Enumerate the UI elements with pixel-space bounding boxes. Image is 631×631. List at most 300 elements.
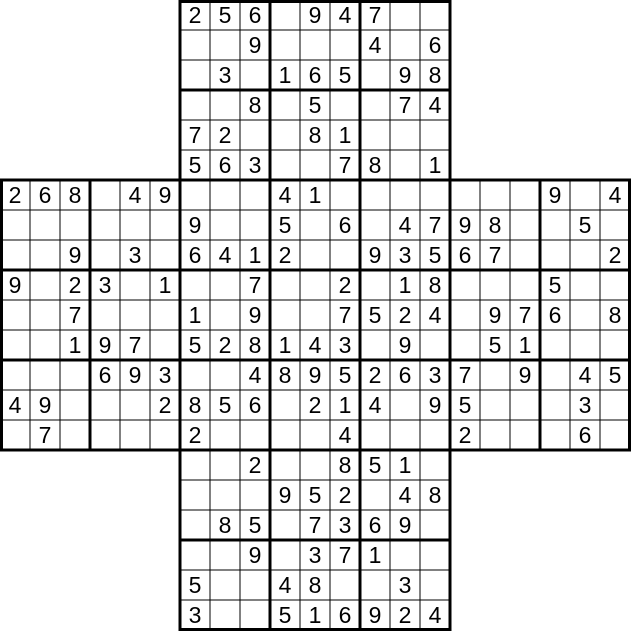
grid-line-vertical xyxy=(600,179,601,452)
sudoku-cell-r19c8[interactable] xyxy=(240,570,270,600)
sudoku-cell-r9c7[interactable] xyxy=(210,270,240,300)
sudoku-cell-r8c18[interactable] xyxy=(540,240,570,270)
given-digit-r6c0: 2 xyxy=(8,182,22,209)
grid-line-horizontal xyxy=(179,120,452,121)
sudoku-cell-r10c9[interactable] xyxy=(270,300,300,330)
sudoku-cell-r16c6[interactable] xyxy=(180,480,210,510)
sudoku-cell-r1c11[interactable] xyxy=(330,30,360,60)
grid-line-horizontal xyxy=(179,30,452,31)
sudoku-cell-r14c10[interactable] xyxy=(300,420,330,450)
given-digit-r10c12: 5 xyxy=(368,302,382,329)
sudoku-cell-r6c3[interactable] xyxy=(90,180,120,210)
given-digit-r0c7: 5 xyxy=(218,2,232,29)
sudoku-cell-r14c5[interactable] xyxy=(150,420,180,450)
grid-line-vertical xyxy=(120,179,121,452)
grid-line-horizontal xyxy=(179,510,452,511)
given-digit-r8c7: 4 xyxy=(218,242,232,269)
grid-line-vertical xyxy=(300,0,301,631)
given-digit-r3c8: 8 xyxy=(248,92,262,119)
given-digit-r7c9: 5 xyxy=(278,212,292,239)
given-digit-r15c12: 5 xyxy=(368,452,382,479)
given-digit-r9c18: 5 xyxy=(548,272,562,299)
sudoku-cell-r4c8[interactable] xyxy=(240,120,270,150)
given-digit-r10c6: 1 xyxy=(188,302,202,329)
sudoku-cell-r10c15[interactable] xyxy=(450,300,480,330)
given-digit-r12c15: 7 xyxy=(458,362,472,389)
grid-line-vertical xyxy=(539,179,542,452)
sudoku-cell-r7c12[interactable] xyxy=(360,210,390,240)
given-digit-r6c1: 6 xyxy=(38,182,52,209)
sudoku-cell-r12c2[interactable] xyxy=(60,360,90,390)
sudoku-cell-r13c18[interactable] xyxy=(540,390,570,420)
given-digit-r8c12: 9 xyxy=(368,242,382,269)
sudoku-cell-r3c6[interactable] xyxy=(180,90,210,120)
sudoku-cell-r11c18[interactable] xyxy=(540,330,570,360)
sudoku-cell-r9c17[interactable] xyxy=(510,270,540,300)
sudoku-cell-r11c19[interactable] xyxy=(570,330,600,360)
sudoku-cell-r6c12[interactable] xyxy=(360,180,390,210)
given-digit-r7c6: 9 xyxy=(188,212,202,239)
sudoku-cell-r7c17[interactable] xyxy=(510,210,540,240)
sudoku-cell-r14c12[interactable] xyxy=(360,420,390,450)
given-digit-r10c13: 2 xyxy=(398,302,412,329)
given-digit-r5c14: 1 xyxy=(428,152,442,179)
given-digit-r1c12: 4 xyxy=(368,32,382,59)
given-digit-r9c2: 2 xyxy=(68,272,82,299)
given-digit-r10c8: 9 xyxy=(248,302,262,329)
sudoku-cell-r10c5[interactable] xyxy=(150,300,180,330)
sudoku-cell-r7c0[interactable] xyxy=(0,210,30,240)
sudoku-cell-r8c10[interactable] xyxy=(300,240,330,270)
given-digit-r12c17: 9 xyxy=(518,362,532,389)
grid-line-horizontal xyxy=(179,150,452,151)
given-digit-r6c10: 1 xyxy=(308,182,322,209)
sudoku-cell-r7c10[interactable] xyxy=(300,210,330,240)
sudoku-cell-r6c7[interactable] xyxy=(210,180,240,210)
sudoku-cell-r14c3[interactable] xyxy=(90,420,120,450)
sudoku-cell-r14c8[interactable] xyxy=(240,420,270,450)
given-digit-r9c8: 7 xyxy=(248,272,262,299)
given-digit-r11c8: 8 xyxy=(248,332,262,359)
given-digit-r13c14: 9 xyxy=(428,392,442,419)
given-digit-r0c11: 4 xyxy=(338,2,352,29)
sudoku-cell-r7c2[interactable] xyxy=(60,210,90,240)
grid-line-horizontal xyxy=(0,300,631,301)
sudoku-cell-r4c12[interactable] xyxy=(360,120,390,150)
sudoku-cell-r2c12[interactable] xyxy=(360,60,390,90)
given-digit-r18c8: 9 xyxy=(248,542,262,569)
given-digit-r14c15: 2 xyxy=(458,422,472,449)
sudoku-cell-r9c10[interactable] xyxy=(300,270,330,300)
given-digit-r13c5: 2 xyxy=(158,392,172,419)
sudoku-cell-r0c14[interactable] xyxy=(420,0,450,30)
sudoku-cell-r4c14[interactable] xyxy=(420,120,450,150)
given-digit-r3c13: 7 xyxy=(398,92,412,119)
given-digit-r12c9: 8 xyxy=(278,362,292,389)
grid-line-horizontal xyxy=(0,359,631,362)
sudoku-cell-r14c16[interactable] xyxy=(480,420,510,450)
grid-line-horizontal xyxy=(0,390,631,391)
given-digit-r12c5: 3 xyxy=(158,362,172,389)
sudoku-cell-r15c7[interactable] xyxy=(210,450,240,480)
given-digit-r8c8: 1 xyxy=(248,242,262,269)
sudoku-cell-r0c9[interactable] xyxy=(270,0,300,30)
given-digit-r11c2: 1 xyxy=(68,332,82,359)
given-digit-r7c14: 7 xyxy=(428,212,442,239)
sudoku-cell-r2c6[interactable] xyxy=(180,60,210,90)
sudoku-cell-r5c9[interactable] xyxy=(270,150,300,180)
given-digit-r2c10: 6 xyxy=(308,62,322,89)
given-digit-r10c14: 4 xyxy=(428,302,442,329)
grid-line-vertical xyxy=(420,0,421,631)
sudoku-cell-r8c5[interactable] xyxy=(150,240,180,270)
sudoku-cell-r2c8[interactable] xyxy=(240,60,270,90)
given-digit-r6c20: 4 xyxy=(608,182,622,209)
given-digit-r16c14: 8 xyxy=(428,482,442,509)
sudoku-cell-r6c6[interactable] xyxy=(180,180,210,210)
sudoku-cell-r9c12[interactable] xyxy=(360,270,390,300)
given-digit-r8c20: 2 xyxy=(608,242,622,269)
given-digit-r13c0: 4 xyxy=(8,392,22,419)
given-digit-r14c19: 6 xyxy=(578,422,592,449)
sudoku-cell-r8c17[interactable] xyxy=(510,240,540,270)
sudoku-cell-r10c7[interactable] xyxy=(210,300,240,330)
given-digit-r5c8: 3 xyxy=(248,152,262,179)
sudoku-cell-r18c9[interactable] xyxy=(270,540,300,570)
given-digit-r17c11: 3 xyxy=(338,512,352,539)
sudoku-cell-r19c11[interactable] xyxy=(330,570,360,600)
sudoku-cell-r6c11[interactable] xyxy=(330,180,360,210)
given-digit-r11c7: 2 xyxy=(218,332,232,359)
given-digit-r12c10: 9 xyxy=(308,362,322,389)
given-digit-r13c11: 1 xyxy=(338,392,352,419)
sudoku-cell-r1c7[interactable] xyxy=(210,30,240,60)
sudoku-cell-r14c7[interactable] xyxy=(210,420,240,450)
given-digit-r7c15: 9 xyxy=(458,212,472,239)
sudoku-cell-r13c2[interactable] xyxy=(60,390,90,420)
sudoku-cell-r8c1[interactable] xyxy=(30,240,60,270)
sudoku-cell-r11c0[interactable] xyxy=(0,330,30,360)
grid-line-horizontal xyxy=(179,480,452,481)
given-digit-r17c12: 6 xyxy=(368,512,382,539)
sudoku-cell-r14c13[interactable] xyxy=(390,420,420,450)
sudoku-cell-r6c16[interactable] xyxy=(480,180,510,210)
sudoku-cell-r3c11[interactable] xyxy=(330,90,360,120)
sudoku-cell-r9c20[interactable] xyxy=(600,270,630,300)
sudoku-cell-r11c12[interactable] xyxy=(360,330,390,360)
given-digit-r14c6: 2 xyxy=(188,422,202,449)
grid-line-vertical xyxy=(150,179,151,452)
given-digit-r7c13: 4 xyxy=(398,212,412,239)
given-digit-r1c8: 9 xyxy=(248,32,262,59)
sudoku-cell-r11c5[interactable] xyxy=(150,330,180,360)
given-digit-r19c13: 3 xyxy=(398,572,412,599)
given-digit-r13c12: 4 xyxy=(368,392,382,419)
sudoku-cell-r13c3[interactable] xyxy=(90,390,120,420)
given-digit-r10c17: 7 xyxy=(518,302,532,329)
given-digit-r10c2: 7 xyxy=(68,302,82,329)
sudoku-cell-r15c14[interactable] xyxy=(420,450,450,480)
sudoku-cell-r6c19[interactable] xyxy=(570,180,600,210)
grid-line-horizontal xyxy=(179,600,452,601)
given-digit-r20c14: 4 xyxy=(428,602,442,629)
sudoku-cell-r9c19[interactable] xyxy=(570,270,600,300)
given-digit-r16c10: 5 xyxy=(308,482,322,509)
grid-line-vertical xyxy=(330,0,331,631)
sudoku-cell-r7c3[interactable] xyxy=(90,210,120,240)
sudoku-cell-r14c9[interactable] xyxy=(270,420,300,450)
given-digit-r4c7: 2 xyxy=(218,122,232,149)
sudoku-cell-r18c13[interactable] xyxy=(390,540,420,570)
grid-line-vertical xyxy=(390,0,391,631)
sudoku-cell-r13c4[interactable] xyxy=(120,390,150,420)
sudoku-cell-r11c20[interactable] xyxy=(600,330,630,360)
given-digit-r7c19: 5 xyxy=(578,212,592,239)
given-digit-r2c11: 5 xyxy=(338,62,352,89)
sudoku-cell-r14c20[interactable] xyxy=(600,420,630,450)
given-digit-r12c3: 6 xyxy=(98,362,112,389)
given-digit-r11c6: 5 xyxy=(188,332,202,359)
given-digit-r8c13: 3 xyxy=(398,242,412,269)
given-digit-r16c11: 2 xyxy=(338,482,352,509)
sudoku-cell-r18c14[interactable] xyxy=(420,540,450,570)
sudoku-cell-r9c15[interactable] xyxy=(450,270,480,300)
given-digit-r1c14: 6 xyxy=(428,32,442,59)
grid-line-horizontal xyxy=(0,210,631,211)
sudoku-cell-r16c7[interactable] xyxy=(210,480,240,510)
given-digit-r14c1: 7 xyxy=(38,422,52,449)
sudoku-cell-r7c4[interactable] xyxy=(120,210,150,240)
given-digit-r18c10: 3 xyxy=(308,542,322,569)
sudoku-cell-r13c20[interactable] xyxy=(600,390,630,420)
sudoku-cell-r16c12[interactable] xyxy=(360,480,390,510)
sudoku-cell-r13c13[interactable] xyxy=(390,390,420,420)
sudoku-cell-r13c17[interactable] xyxy=(510,390,540,420)
given-digit-r19c6: 5 xyxy=(188,572,202,599)
sudoku-cell-r9c6[interactable] xyxy=(180,270,210,300)
sudoku-cell-r7c7[interactable] xyxy=(210,210,240,240)
given-digit-r11c17: 1 xyxy=(518,332,532,359)
sudoku-cell-r12c7[interactable] xyxy=(210,360,240,390)
given-digit-r10c18: 6 xyxy=(548,302,562,329)
given-digit-r9c14: 8 xyxy=(428,272,442,299)
given-digit-r9c5: 1 xyxy=(158,272,172,299)
sudoku-cell-r8c0[interactable] xyxy=(0,240,30,270)
sudoku-cell-r3c9[interactable] xyxy=(270,90,300,120)
grid-line-vertical xyxy=(89,179,92,452)
given-digit-r6c9: 4 xyxy=(278,182,292,209)
given-digit-r13c7: 5 xyxy=(218,392,232,419)
given-digit-r6c18: 9 xyxy=(548,182,562,209)
grid-line-horizontal xyxy=(0,240,631,241)
sudoku-cell-r14c17[interactable] xyxy=(510,420,540,450)
given-digit-r11c9: 1 xyxy=(278,332,292,359)
given-digit-r17c7: 8 xyxy=(218,512,232,539)
given-digit-r13c19: 3 xyxy=(578,392,592,419)
given-digit-r12c14: 3 xyxy=(428,362,442,389)
given-digit-r9c0: 9 xyxy=(8,272,22,299)
sudoku-cell-r9c1[interactable] xyxy=(30,270,60,300)
given-digit-r11c16: 5 xyxy=(488,332,502,359)
given-digit-r7c16: 8 xyxy=(488,212,502,239)
sudoku-cell-r11c14[interactable] xyxy=(420,330,450,360)
grid-line-vertical xyxy=(0,179,3,452)
given-digit-r10c16: 9 xyxy=(488,302,502,329)
sudoku-cell-r9c16[interactable] xyxy=(480,270,510,300)
given-digit-r19c10: 8 xyxy=(308,572,322,599)
given-digit-r14c11: 4 xyxy=(338,422,352,449)
sudoku-cell-r7c20[interactable] xyxy=(600,210,630,240)
sudoku-cell-r17c6[interactable] xyxy=(180,510,210,540)
given-digit-r6c5: 9 xyxy=(158,182,172,209)
sudoku-cell-r8c11[interactable] xyxy=(330,240,360,270)
sudoku-cell-r3c12[interactable] xyxy=(360,90,390,120)
given-digit-r15c11: 8 xyxy=(338,452,352,479)
grid-line-vertical xyxy=(570,179,571,452)
sudoku-cell-r19c14[interactable] xyxy=(420,570,450,600)
given-digit-r0c10: 9 xyxy=(308,2,322,29)
sudoku-cell-r11c15[interactable] xyxy=(450,330,480,360)
sudoku-cell-r8c19[interactable] xyxy=(570,240,600,270)
given-digit-r12c11: 5 xyxy=(338,362,352,389)
given-digit-r4c6: 7 xyxy=(188,122,202,149)
sudoku-cell-r14c18[interactable] xyxy=(540,420,570,450)
sudoku-cell-r15c6[interactable] xyxy=(180,450,210,480)
given-digit-r3c14: 4 xyxy=(428,92,442,119)
sudoku-cell-r12c6[interactable] xyxy=(180,360,210,390)
sudoku-cell-r12c16[interactable] xyxy=(480,360,510,390)
given-digit-r15c8: 2 xyxy=(248,452,262,479)
given-digit-r2c9: 1 xyxy=(278,62,292,89)
given-digit-r2c14: 8 xyxy=(428,62,442,89)
sudoku-cell-r12c18[interactable] xyxy=(540,360,570,390)
sudoku-cell-r6c17[interactable] xyxy=(510,180,540,210)
sudoku-cell-r7c8[interactable] xyxy=(240,210,270,240)
sudoku-cell-r15c9[interactable] xyxy=(270,450,300,480)
given-digit-r12c20: 5 xyxy=(608,362,622,389)
sudoku-cell-r13c16[interactable] xyxy=(480,390,510,420)
sudoku-cell-r6c8[interactable] xyxy=(240,180,270,210)
sudoku-cell-r1c9[interactable] xyxy=(270,30,300,60)
sudoku-cell-r18c7[interactable] xyxy=(210,540,240,570)
sudoku-cell-r6c14[interactable] xyxy=(420,180,450,210)
grid-line-horizontal xyxy=(179,570,452,571)
sudoku-cell-r10c3[interactable] xyxy=(90,300,120,330)
given-digit-r17c10: 7 xyxy=(308,512,322,539)
sudoku-cell-r16c8[interactable] xyxy=(240,480,270,510)
sudoku-cell-r8c3[interactable] xyxy=(90,240,120,270)
sudoku-cell-r7c5[interactable] xyxy=(150,210,180,240)
given-digit-r20c11: 6 xyxy=(338,602,352,629)
sudoku-cell-r3c7[interactable] xyxy=(210,90,240,120)
sudoku-cell-r20c7[interactable] xyxy=(210,600,240,630)
given-digit-r12c4: 9 xyxy=(128,362,142,389)
given-digit-r2c7: 3 xyxy=(218,62,232,89)
grid-line-vertical xyxy=(60,179,61,452)
sudoku-cell-r14c2[interactable] xyxy=(60,420,90,450)
given-digit-r8c16: 7 xyxy=(488,242,502,269)
grid-line-vertical xyxy=(30,179,31,452)
given-digit-r0c8: 6 xyxy=(248,2,262,29)
sudoku-cell-r9c4[interactable] xyxy=(120,270,150,300)
grid-line-horizontal xyxy=(0,179,631,182)
grid-line-vertical xyxy=(179,0,182,631)
given-digit-r13c10: 2 xyxy=(308,392,322,419)
sudoku-cell-r10c0[interactable] xyxy=(0,300,30,330)
given-digit-r11c10: 4 xyxy=(308,332,322,359)
sudoku-cell-r1c13[interactable] xyxy=(390,30,420,60)
given-digit-r8c2: 9 xyxy=(68,242,82,269)
sudoku-cell-r14c0[interactable] xyxy=(0,420,30,450)
given-digit-r9c13: 1 xyxy=(398,272,412,299)
given-digit-r13c15: 5 xyxy=(458,392,472,419)
sudoku-cell-r10c19[interactable] xyxy=(570,300,600,330)
sudoku-cell-r10c10[interactable] xyxy=(300,300,330,330)
given-digit-r20c9: 5 xyxy=(278,602,292,629)
sudoku-cell-r6c15[interactable] xyxy=(450,180,480,210)
given-digit-r20c13: 2 xyxy=(398,602,412,629)
given-digit-r20c10: 1 xyxy=(308,602,322,629)
sudoku-cell-r12c1[interactable] xyxy=(30,360,60,390)
sudoku-cell-r17c14[interactable] xyxy=(420,510,450,540)
sudoku-cell-r10c4[interactable] xyxy=(120,300,150,330)
given-digit-r11c3: 9 xyxy=(98,332,112,359)
sudoku-cell-r1c6[interactable] xyxy=(180,30,210,60)
sudoku-cell-r5c10[interactable] xyxy=(300,150,330,180)
grid-line-vertical xyxy=(240,0,241,631)
given-digit-r5c11: 7 xyxy=(338,152,352,179)
given-digit-r6c4: 4 xyxy=(128,182,142,209)
sudoku-cell-r15c10[interactable] xyxy=(300,450,330,480)
sudoku-cell-r11c1[interactable] xyxy=(30,330,60,360)
sudoku-cell-r5c13[interactable] xyxy=(390,150,420,180)
sudoku-cell-r12c0[interactable] xyxy=(0,360,30,390)
given-digit-r4c10: 8 xyxy=(308,122,322,149)
given-digit-r20c6: 3 xyxy=(188,602,202,629)
sudoku-cell-r7c1[interactable] xyxy=(30,210,60,240)
given-digit-r18c11: 7 xyxy=(338,542,352,569)
sudoku-cell-r19c12[interactable] xyxy=(360,570,390,600)
given-digit-r17c13: 9 xyxy=(398,512,412,539)
sudoku-cell-r1c10[interactable] xyxy=(300,30,330,60)
sudoku-cell-r9c9[interactable] xyxy=(270,270,300,300)
sudoku-cell-r7c18[interactable] xyxy=(540,210,570,240)
sudoku-cell-r20c8[interactable] xyxy=(240,600,270,630)
sudoku-cell-r0c13[interactable] xyxy=(390,0,420,30)
given-digit-r8c6: 6 xyxy=(188,242,202,269)
sudoku-cell-r10c1[interactable] xyxy=(30,300,60,330)
sudoku-cell-r14c14[interactable] xyxy=(420,420,450,450)
sudoku-cell-r17c9[interactable] xyxy=(270,510,300,540)
sudoku-cell-r6c13[interactable] xyxy=(390,180,420,210)
sudoku-cell-r13c9[interactable] xyxy=(270,390,300,420)
grid-line-horizontal xyxy=(0,269,631,272)
sudoku-cell-r14c4[interactable] xyxy=(120,420,150,450)
given-digit-r10c20: 8 xyxy=(608,302,622,329)
given-digit-r8c15: 6 xyxy=(458,242,472,269)
grid-line-horizontal xyxy=(0,330,631,331)
given-digit-r9c11: 2 xyxy=(338,272,352,299)
given-digit-r0c6: 2 xyxy=(188,2,202,29)
sudoku-cell-r18c6[interactable] xyxy=(180,540,210,570)
sudoku-cell-r4c13[interactable] xyxy=(390,120,420,150)
given-digit-r16c9: 9 xyxy=(278,482,292,509)
given-digit-r12c13: 6 xyxy=(398,362,412,389)
sudoku-cell-r4c9[interactable] xyxy=(270,120,300,150)
given-digit-r11c4: 7 xyxy=(128,332,142,359)
grid-line-vertical xyxy=(510,179,511,452)
sudoku-cell-r19c7[interactable] xyxy=(210,570,240,600)
